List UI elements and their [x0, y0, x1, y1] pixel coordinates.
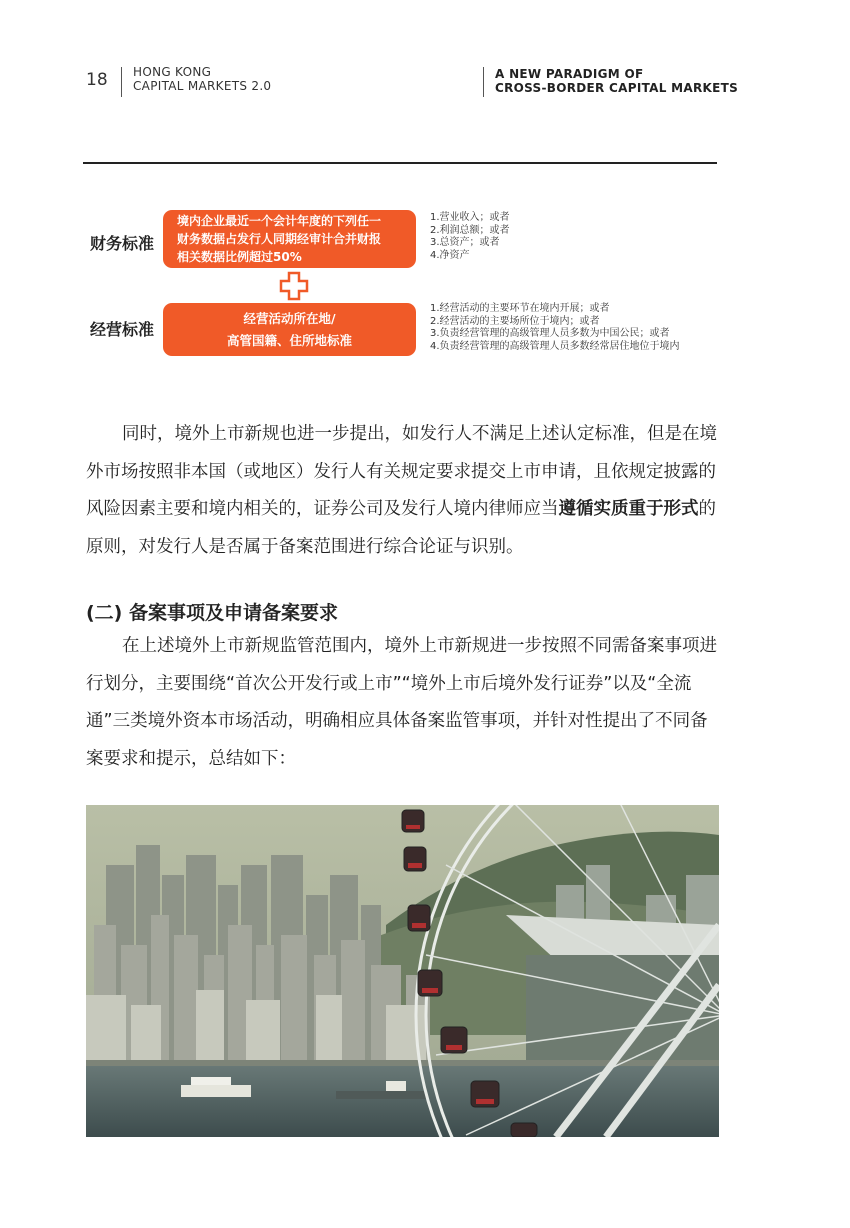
header-right-line2: CROSS-BORDER CAPITAL MARKETS — [495, 81, 739, 95]
paragraph1-text-b: 的原则，对发行人是否属于备案范围进行综合论证与识别。 — [86, 499, 716, 557]
header-right-line1: A NEW PARADIGM OF — [495, 67, 644, 81]
header-rule — [83, 162, 717, 164]
financial-box-line1: 境内企业最近一个会计年度的下列任一 — [177, 214, 382, 228]
financial-item: 2.利润总额；或者 — [430, 224, 510, 236]
operational-item: 2.经营活动的主要场所位于境内；或者 — [430, 315, 600, 327]
operational-criteria-label: 经营标准 — [90, 320, 155, 339]
paragraph1-bold-phrase: 遵循实质重于形式 — [558, 499, 699, 519]
hong-kong-skyline-photo — [86, 805, 719, 1137]
operational-criteria-box — [163, 303, 416, 356]
financial-box-line3: 相关数据比例超过50% — [177, 250, 302, 264]
financial-item: 3.总资产；或者 — [430, 237, 500, 248]
header-chapter-title — [495, 67, 738, 95]
section-heading: (二) 备案事项及申请备案要求 — [86, 602, 338, 624]
financial-criteria-label: 财务标准 — [90, 234, 155, 253]
header-publication-title — [133, 65, 271, 93]
skyline-illustration — [86, 805, 719, 1137]
operational-box-line2: 高管国籍、住所地标准 — [226, 332, 352, 348]
financial-item: 1.营业收入；或者 — [430, 212, 510, 223]
operational-item: 3.负责经营管理的高级管理人员多数为中国公民；或者 — [430, 328, 670, 339]
financial-criteria-list — [430, 212, 510, 262]
body-paragraph-1 — [86, 416, 720, 566]
financial-item: 4.净资产 — [430, 249, 470, 261]
paragraph1-text-a: 同时，境外上市新规也进一步提出，如发行人不满足上述认定标准，但是在境外市场按照非本国（或地区）发行人有关规定要求提交上市申请，且依规定披露的风险因素主要和境内相关的，证券公司及发行人境内律师应当 — [86, 424, 717, 519]
body-paragraph-2 — [86, 628, 720, 778]
header-divider-left — [121, 67, 122, 97]
header-divider-right — [483, 67, 484, 97]
financial-box-line2: 财务数据占发行人同期经审计合并财报 — [177, 232, 382, 246]
operational-item: 4.负责经营管理的高级管理人员多数经常居住地位于境内 — [430, 340, 680, 352]
page-number: 18 — [86, 70, 108, 90]
paragraph2-text: 在上述境外上市新规监管范围内，境外上市新规进一步按照不同需备案事项进行划分，主要围绕“首次公开发行或上市”“境外上市后境外发行证券”以及“全流通”三类境外资本市场活动，明确相应具体备案监管事项，并针对性提出了不同备案要求和提示，总结如下： — [86, 636, 717, 769]
header-left-line2: CAPITAL MARKETS 2.0 — [133, 79, 272, 93]
financial-criteria-box — [163, 210, 416, 268]
operational-item: 1.经营活动的主要环节在境内开展；或者 — [430, 303, 610, 314]
plus-icon — [279, 271, 309, 301]
header-left-line1: HONG KONG — [133, 65, 212, 79]
operational-criteria-list — [430, 303, 680, 353]
operational-box-line1: 经营活动所在地/ — [243, 310, 336, 326]
